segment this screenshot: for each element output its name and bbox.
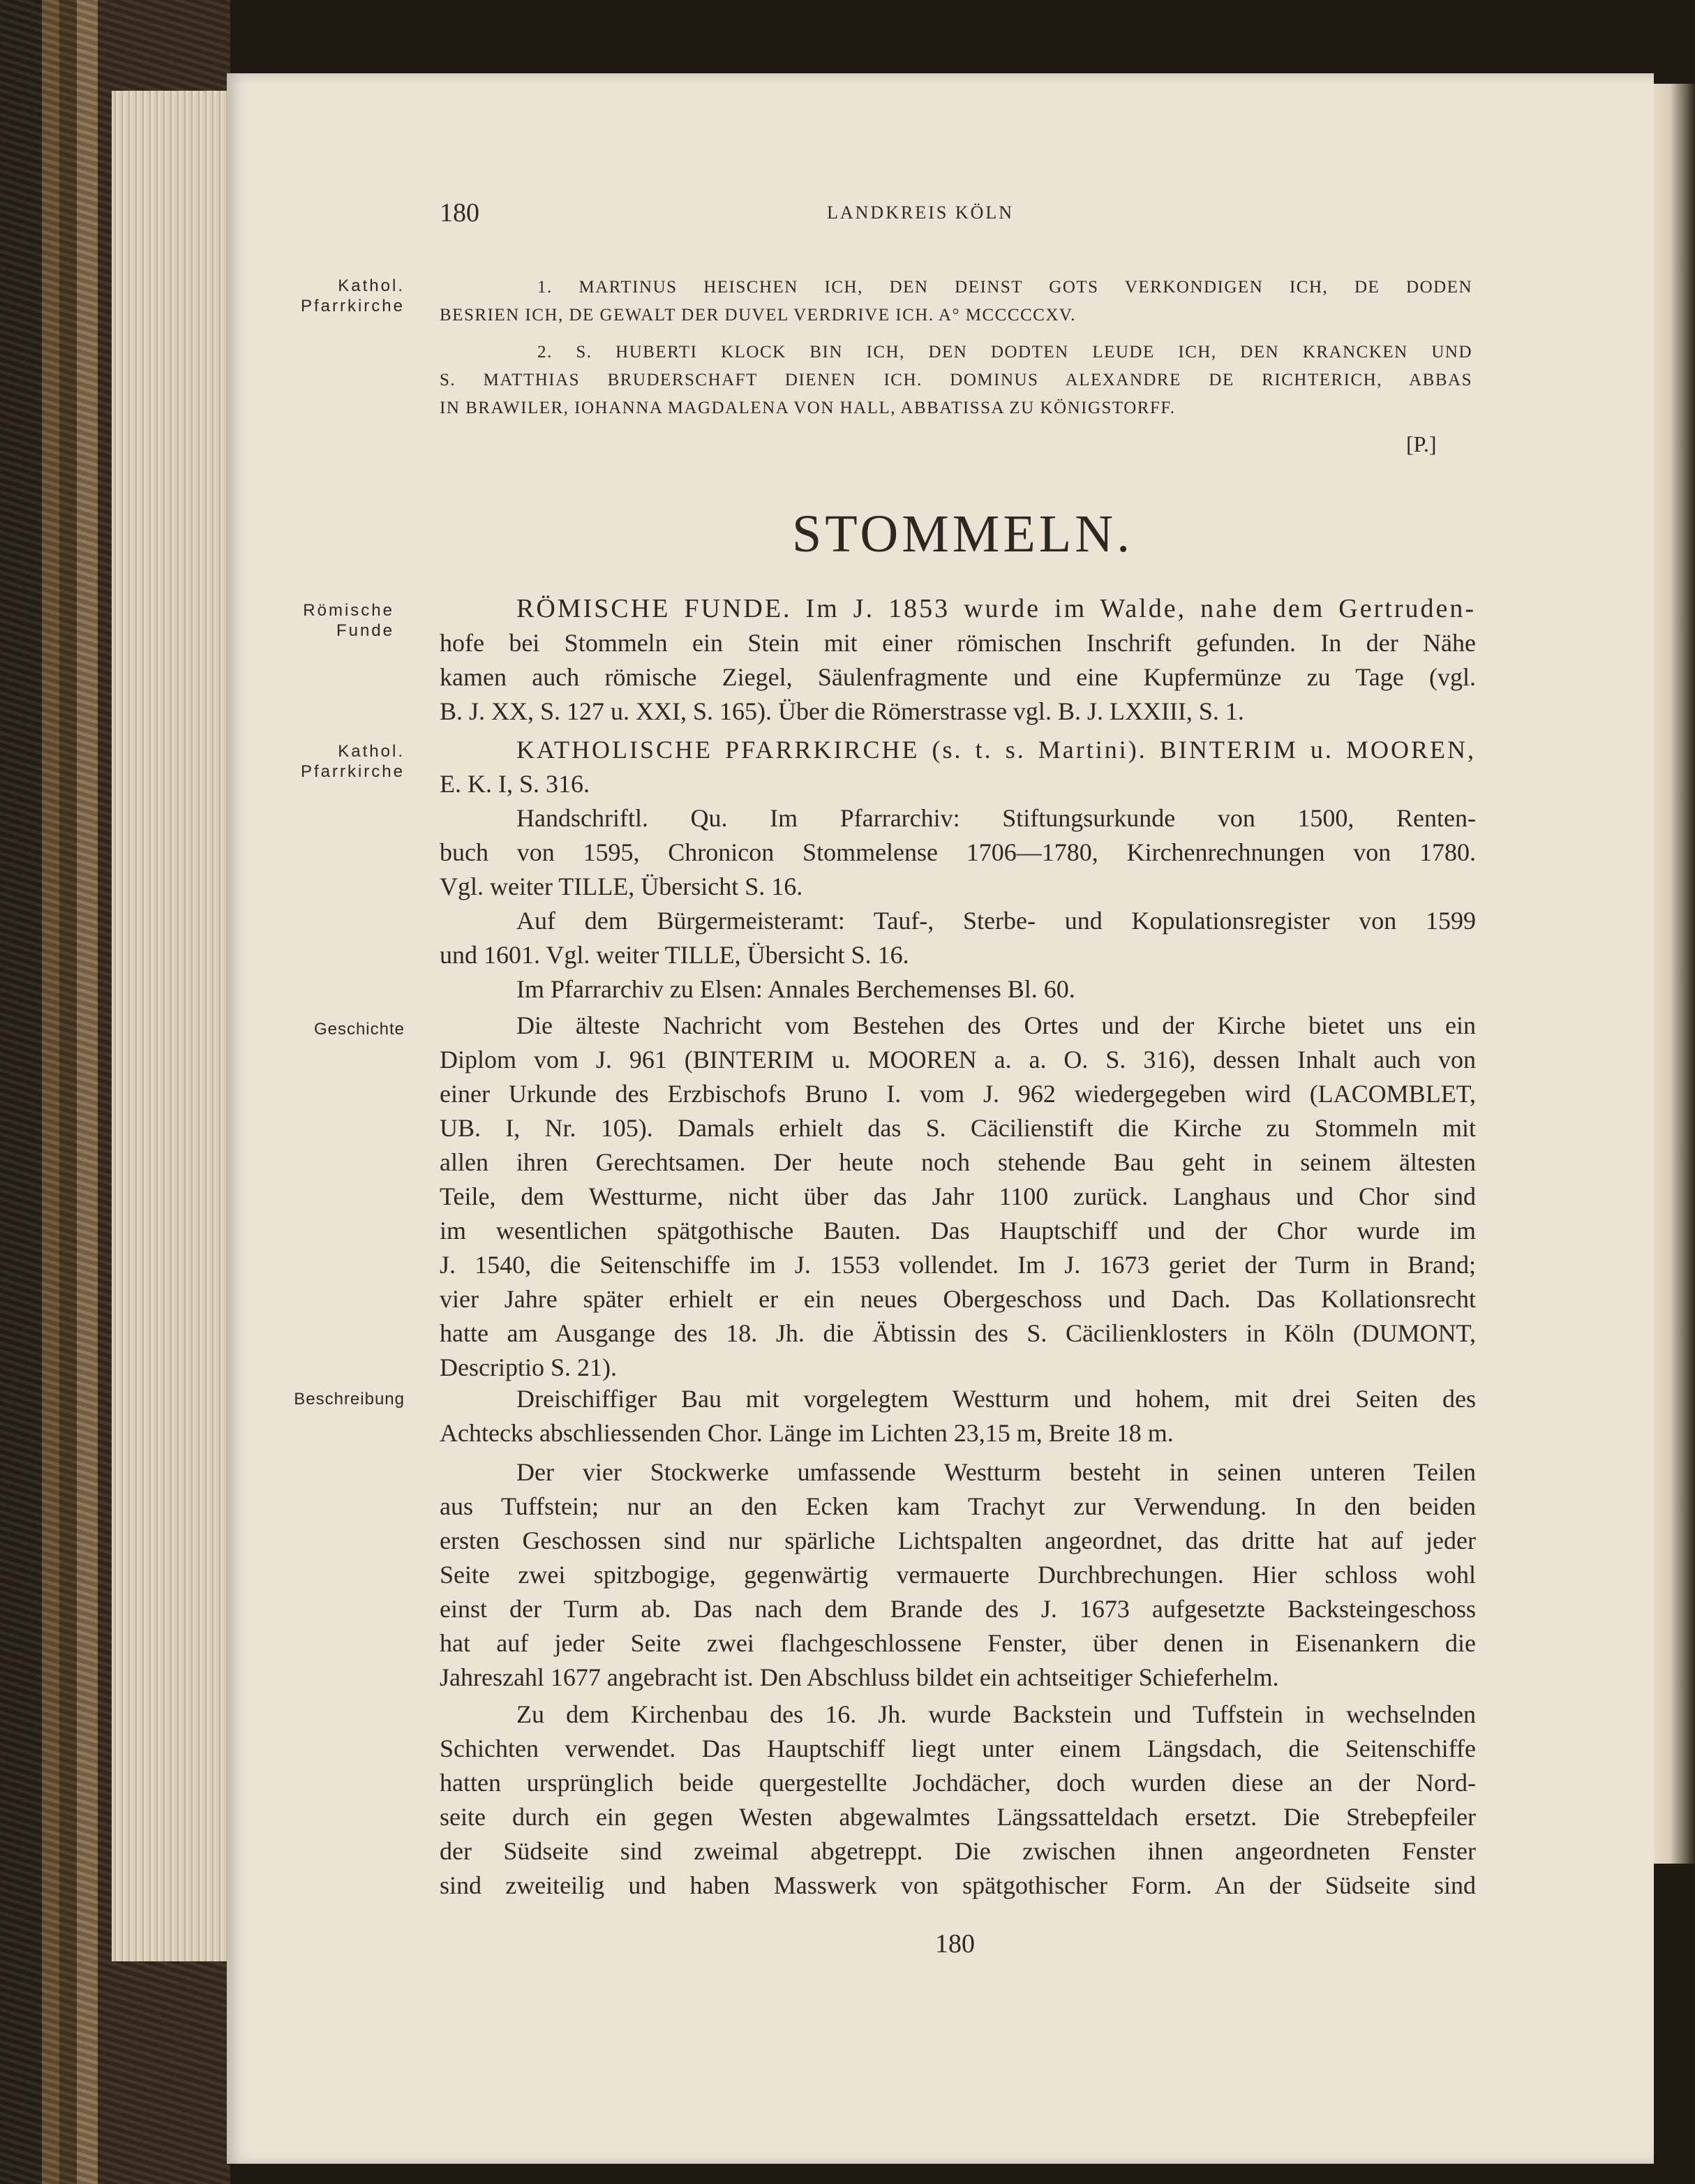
text-line: Dreischiffiger Bau mit vorgelegtem Westturm und hohem, mit drei Seiten des [516,1385,1476,1413]
text-line: UB. I, Nr. 105). Damals erhielt das S. Cäcilienstift die Kirche zu Stommeln mit [440,1114,1476,1142]
inscription-line: 1. MARTINUS HEISCHEN ICH, DEN DEINST GOTS VERKONDIGEN ICH, DE DODEN [537,278,1472,297]
text-line: Teile, dem Westturme, nicht über das Jahr 1100 zurück. Langhaus und Chor sind [440,1182,1476,1210]
text-line: Vgl. weiter TILLE, Übersicht S. 16. [440,872,803,900]
text-line: Seite zwei spitzbogige, gegenwärtig vermauerte Durchbrechungen. Hier schloss wohl [440,1561,1476,1589]
text-line: Handschriftl. Qu. Im Pfarrarchiv: Stiftungsurkunde von 1500, Renten- [516,804,1476,832]
text-line: und 1601. Vgl. weiter TILLE, Übersicht S. 16. [440,941,909,969]
paragraph-geschichte [440,1009,1476,1385]
text-line: E. K. I, S. 316. [440,770,590,798]
text-line: Zu dem Kirchenbau des 16. Jh. wurde Backstein und Tuffstein in wechselnden [516,1700,1476,1728]
inscription-two [440,339,1472,422]
header-page-number: 180 [440,198,479,228]
margin-note-line: Funde [336,621,394,640]
margin-note-line: Kathol. [338,742,405,761]
inscription-line: 2. S. HUBERTI KLOCK BIN ICH, DEN DODTEN LEUDE ICH, DEN KRANCKEN UND [537,343,1472,362]
paragraph-buergermeisteramt [440,904,1476,972]
paragraph-kath-pfarrkirche [440,733,1476,801]
text-line: allen ihren Gerechtsamen. Der heute noch stehende Bau geht in seinem ältesten [440,1148,1476,1176]
inscription-one [440,274,1472,329]
text-line: hat auf jeder Seite zwei flachgeschlossene Fenster, über denen in Eisenankern die [440,1629,1476,1657]
section-title: STOMMELN. [792,505,1134,563]
text-line: einst der Turm ab. Das nach dem Brande des J. 1673 aufgesetzte Backsteingeschoss [440,1595,1476,1623]
text-line: Der vier Stockwerke umfassende Westturm besteht in seinen unteren Teilen [516,1458,1476,1486]
text-line: ersten Geschossen sind nur spärliche Lichtspalten angeordnet, das dritte hat auf jeder [440,1526,1476,1554]
text-line: der Südseite sind zweimal abgetreppt. Die zwischen ihnen angeordneten Fenster [440,1837,1476,1865]
inscription-line: S. MATTHIAS BRUDERSCHAFT DIENEN ICH. DOMINUS ALEXANDRE DE RICHTERICH, ABBAS [440,371,1472,389]
paragraph-roemische-funde [440,592,1476,729]
text-line: hofe bei Stommeln ein Stein mit einer römischen Inschrift gefunden. In der Nähe [440,629,1476,657]
text-line: einer Urkunde des Erzbischofs Bruno I. vom J. 962 wiedergegeben wird (LACOMBLET, [440,1080,1476,1108]
paragraph-beschreibung [440,1382,1476,1450]
author-signature: [P.] [1406,431,1437,456]
text-line: aus Tuffstein; nur an den Ecken kam Trachyt zur Verwendung. In den beiden [440,1492,1476,1520]
margin-note-line: Römische [303,601,394,620]
text-line: Schichten verwendet. Das Hauptschiff liegt unter einem Längsdach, die Seitenschiffe [440,1734,1476,1762]
text-line: Die älteste Nachricht vom Bestehen des Ortes und der Kirche bietet uns ein [516,1011,1476,1039]
inscription-line: BESRIEN ICH, DE GEWALT DER DUVEL VERDRIVE ICH. A° MCCCCCXV. [440,306,1076,325]
inscription-line: IN BRAWILER, IOHANNA MAGDALENA VON HALL, ABBATISSA ZU KÖNIGSTORFF. [440,399,1176,417]
text-line: hatte am Ausgange des 18. Jh. die Äbtissin des S. Cäcilienklosters in Köln (DUMONT, [440,1319,1476,1347]
margin-note-line: Pfarrkirche [300,297,405,315]
page-edges [112,91,230,1961]
text-line: Achtecks abschliessenden Chor. Länge im Lichten 23,15 m, Breite 18 m. [440,1419,1174,1447]
margin-note-line: Pfarrkirche [300,762,405,781]
text-line: Jahreszahl 1677 angebracht ist. Den Abschluss bildet ein achtseitiger Schieferhelm. [440,1663,1279,1691]
text-line: seite durch ein gegen Westen abgewalmtes Längssatteldach ersetzt. Die Strebepfeiler [440,1803,1476,1831]
paragraph-kirchenbau [440,1698,1476,1903]
text-line: RÖMISCHE FUNDE. Im J. 1853 wurde im Walde, nahe dem Gertruden- [516,594,1476,623]
text-line: Descriptio S. 21). [440,1353,617,1381]
text-line: Diplom vom J. 961 (BINTERIM u. MOOREN a. a. O. S. 316), dessen Inhalt auch von [440,1046,1476,1074]
paragraph-westturm [440,1455,1476,1695]
margin-note-kathol-2 [279,741,405,782]
text-line: hatten ursprünglich beide quergestellte Jochdächer, doch wurden diese an der Nord- [440,1769,1476,1797]
margin-note-kathol-1 [279,276,405,316]
text-line: im wesentlichen spätgothische Bauten. Das Hauptschiff und der Chor wurde im [440,1217,1476,1245]
facing-page-edge [1653,84,1695,1864]
running-title: LANDKREIS KÖLN [827,202,1015,223]
text-line: Im Pfarrarchiv zu Elsen: Annales Berchemenses Bl. 60. [516,975,1075,1003]
text-line: B. J. XX, S. 127 u. XXI, S. 165). Über die Römerstrasse vgl. B. J. LXXIII, S. 1. [440,697,1244,725]
paragraph-elsen [440,972,1476,1006]
text-line: kamen auch römische Ziegel, Säulenfragmente und eine Kupfermünze zu Tage (vgl. [440,663,1476,691]
margin-note-roemische-funde [279,600,394,641]
text-line: buch von 1595, Chronicon Stommelense 1706—1780, Kirchenrechnungen von 1780. [440,838,1476,866]
footer-page-number: 180 [935,1929,975,1959]
text-line: sind zweiteilig und haben Masswerk von spätgothischer Form. An der Südseite sind [440,1871,1476,1899]
text-line: vier Jahre später erhielt er ein neues Obergeschoss und Dach. Das Kollationsrecht [440,1285,1476,1313]
text-line: Auf dem Bürgermeisteramt: Tauf-, Sterbe- und Kopulationsregister von 1599 [516,907,1476,935]
margin-note-geschichte: Geschichte [313,1020,405,1039]
margin-note-beschreibung: Beschreibung [294,1390,405,1409]
text-line: KATHOLISCHE PFARRKIRCHE (s. t. s. Martini). BINTERIM u. MOOREN, [516,736,1476,764]
text-line: J. 1540, die Seitenschiffe im J. 1553 vollendet. Im J. 1673 geriet der Turm in Brand; [440,1251,1476,1279]
paragraph-handschriftl [440,801,1476,904]
margin-note-line: Kathol. [338,276,405,295]
